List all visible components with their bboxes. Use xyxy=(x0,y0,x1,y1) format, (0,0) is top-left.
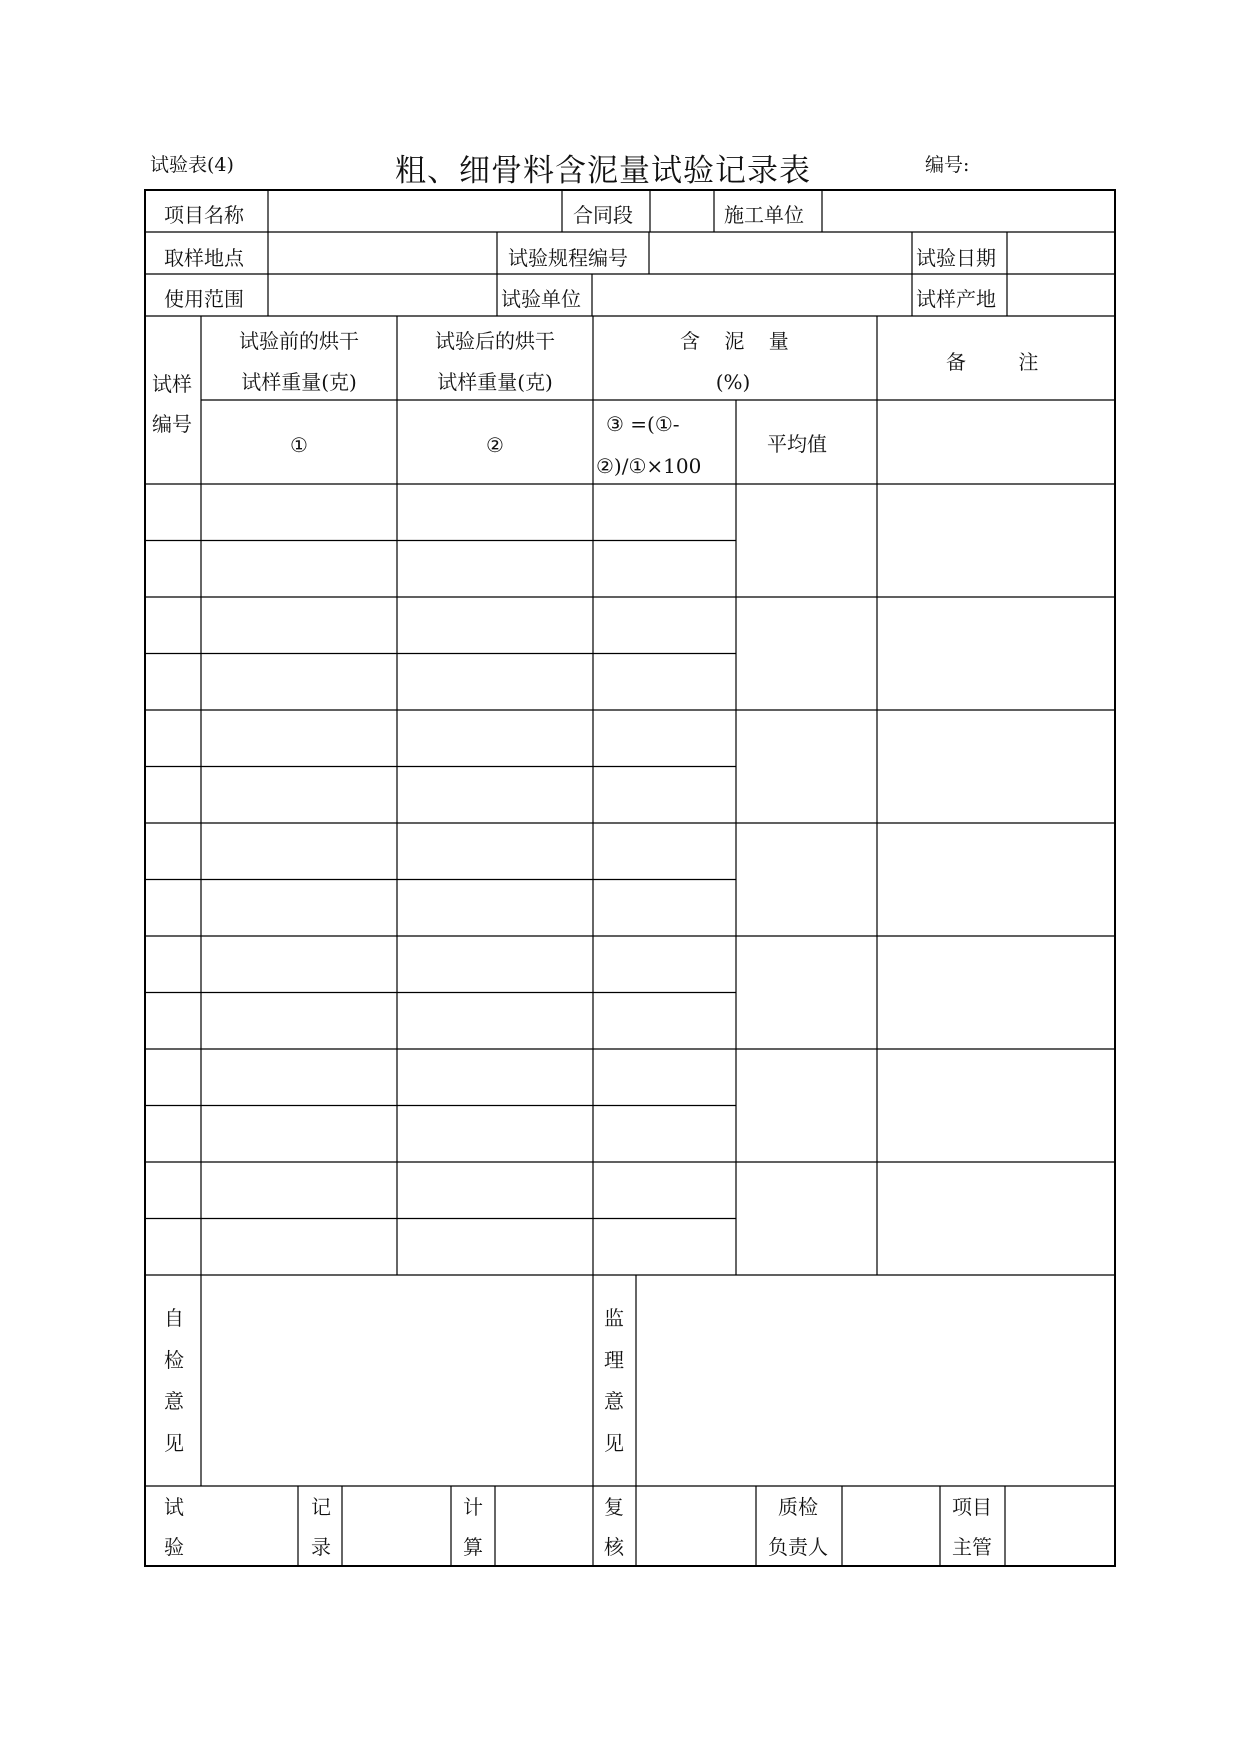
sample-no-label-2: 编号 xyxy=(152,412,192,436)
mud-content-header: 含 泥 量 xyxy=(680,329,789,353)
review-sign-label: 复 xyxy=(604,1495,624,1519)
after-dry-header: 试验后的烘干 xyxy=(435,329,555,353)
mud-content-unit: (%) xyxy=(715,370,751,394)
form-number: 试验表(4) xyxy=(150,154,234,176)
test-sign-label: 试 xyxy=(164,1495,184,1519)
self-check-label-2: 检 xyxy=(164,1348,184,1372)
table-border xyxy=(145,190,1115,1566)
sample-origin-label: 试样产地 xyxy=(916,287,996,311)
record-sign-label-2: 录 xyxy=(311,1535,331,1559)
project-name-label: 项目名称 xyxy=(164,203,244,227)
average-header: 平均值 xyxy=(767,432,827,456)
pm-sign-label-2: 主管 xyxy=(952,1535,992,1559)
test-unit-label: 试验单位 xyxy=(501,287,581,311)
review-sign-label-2: 核 xyxy=(604,1535,624,1559)
supervision-label-2: 理 xyxy=(604,1348,624,1372)
test-spec-label: 试验规程编号 xyxy=(508,246,628,270)
page-title: 粗、细骨料含泥量试验记录表 xyxy=(395,153,811,189)
formula-line-1: ③ =(①- xyxy=(606,412,680,436)
construction-unit-label: 施工单位 xyxy=(724,203,804,227)
contract-section-label: 合同段 xyxy=(573,203,633,227)
sampling-location-label: 取样地点 xyxy=(164,246,244,270)
self-check-label-1: 自 xyxy=(164,1306,184,1330)
qc-sign-label-2: 负责人 xyxy=(768,1535,828,1559)
test-sign-label-2: 验 xyxy=(164,1535,184,1559)
self-check-label-4: 见 xyxy=(164,1431,184,1455)
calc-sign-label: 计 xyxy=(463,1495,483,1519)
col2-marker: ② xyxy=(486,433,504,457)
self-check-label-3: 意 xyxy=(164,1389,184,1413)
sample-no-label: 试样 xyxy=(152,372,192,396)
after-dry-header-2: 试样重量(克) xyxy=(437,370,553,394)
number-label: 编号: xyxy=(925,154,970,176)
record-sign-label: 记 xyxy=(311,1495,331,1519)
before-dry-header: 试验前的烘干 xyxy=(239,329,359,353)
calc-sign-label-2: 算 xyxy=(463,1535,483,1559)
before-dry-header-2: 试样重量(克) xyxy=(241,370,357,394)
pm-sign-label: 项目 xyxy=(952,1495,992,1519)
supervision-label-3: 意 xyxy=(604,1389,624,1413)
test-date-label: 试验日期 xyxy=(916,246,996,270)
col1-marker: ① xyxy=(290,433,308,457)
supervision-label-1: 监 xyxy=(604,1306,624,1330)
qc-sign-label: 质检 xyxy=(778,1495,818,1519)
remark-header: 备 注 xyxy=(946,350,1039,374)
formula-line-2: ②)/①×100 xyxy=(596,454,702,478)
supervision-label-4: 见 xyxy=(604,1431,624,1455)
usage-scope-label: 使用范围 xyxy=(164,287,244,311)
